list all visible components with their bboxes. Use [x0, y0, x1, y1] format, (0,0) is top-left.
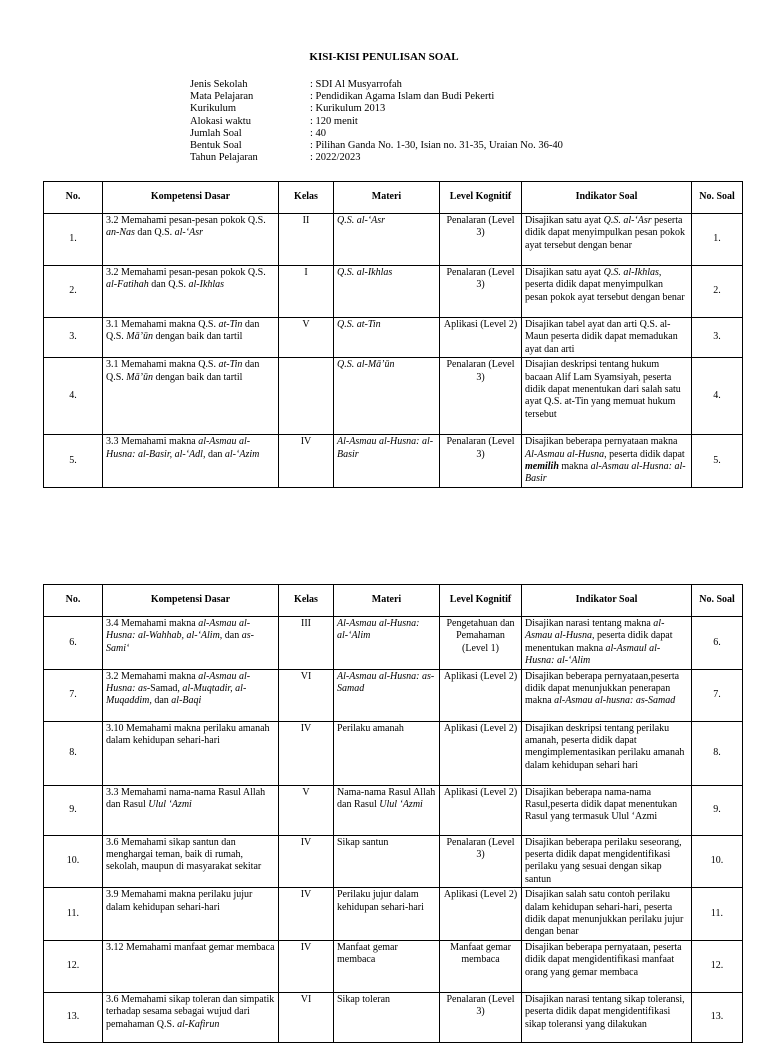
table-row	[44, 721, 743, 785]
page-title: KISI-KISI PENULISAN SOAL	[309, 51, 459, 63]
cell-level-kognitif: Penalaran (Level 3)	[440, 266, 522, 318]
cell-level-kognitif: Aplikasi (Level 2)	[440, 721, 522, 785]
cell-level-kognitif: Aplikasi (Level 2)	[440, 888, 522, 941]
text-run: 3.3 Memahami makna	[106, 436, 199, 448]
cell-indikator-soal	[522, 358, 692, 435]
text-run: Disajikan narasi tentang sikap toleransi, peserta didik dapat mengidentifikasi sikap toleransi yang dilakukan	[525, 993, 685, 1030]
text-run: Q.S. al-Ikhlas	[337, 267, 393, 278]
text-run: 3.6 Memahami sikap toleran dan simpatik terhadap sesama sebagai wujud dari pemahaman Q.S.	[106, 993, 275, 1030]
cell-kelas: III	[279, 617, 334, 670]
text-run: , peserta didik dapat	[604, 448, 685, 460]
text-run: Disajikan narasi tentang makna	[525, 618, 654, 629]
text-run: Mā’ūn	[126, 371, 153, 383]
cell-kelas: IV	[279, 721, 334, 785]
cell-no: 12.	[44, 940, 103, 992]
cell-kelas: IV	[279, 888, 334, 941]
table-row	[44, 835, 743, 888]
cell-indikator-soal	[522, 266, 692, 318]
cell-indikator-soal	[522, 785, 692, 835]
cell-kelas	[279, 358, 334, 435]
cell-level-kognitif: Manfaat gemar membaca	[440, 940, 522, 992]
cell-indikator-soal	[522, 721, 692, 785]
text-run: dan	[222, 630, 242, 642]
text-run: 3.2 Memahami pesan-pesan pokok Q.S.	[106, 267, 266, 278]
text-run: al-‘Azim	[224, 448, 260, 460]
header-no: No.	[44, 585, 103, 617]
table-row	[44, 992, 743, 1042]
cell-kompetensi-dasar	[103, 435, 279, 488]
cell-level-kognitif: Aplikasi (Level 2)	[440, 669, 522, 721]
info-label: Tahun Pelajaran	[190, 152, 258, 164]
info-row	[190, 152, 563, 164]
text-run: al-Ikhlas	[188, 279, 225, 291]
table-row	[44, 669, 743, 721]
info-value: : Pendidikan Agama Islam dan Budi Pekerti	[310, 91, 495, 103]
text-run: as-Sami‘	[106, 630, 254, 654]
text-run: makna	[558, 461, 591, 473]
table-header-row	[44, 585, 743, 617]
cell-kompetensi-dasar	[103, 835, 279, 888]
text-run: Q.S. al-‘Asr	[603, 215, 652, 226]
cell-materi	[334, 617, 440, 670]
info-value: : SDI Al Musyarrofah	[310, 79, 402, 90]
cell-indikator-soal	[522, 318, 692, 358]
cell-kompetensi-dasar	[103, 214, 279, 266]
cell-no-soal: 9.	[692, 785, 743, 835]
header-no: No.	[44, 182, 103, 214]
cell-kelas: IV	[279, 940, 334, 992]
cell-materi	[334, 835, 440, 888]
text-run: Perilaku jujur dalam kehidupan sehari-hari	[337, 889, 424, 913]
cell-materi	[334, 358, 440, 435]
cell-kompetensi-dasar	[103, 992, 279, 1042]
cell-materi	[334, 266, 440, 318]
cell-kelas: V	[279, 785, 334, 835]
cell-kompetensi-dasar	[103, 318, 279, 358]
cell-kompetensi-dasar	[103, 266, 279, 318]
cell-materi	[334, 785, 440, 835]
text-run: 3.3 Memahami nama-nama Rasul Allah dan Rasul	[106, 786, 266, 811]
text-run: Al-Asmau al-Husna	[525, 448, 605, 460]
cell-kompetensi-dasar	[103, 888, 279, 941]
info-value: : Kurikulum 2013	[310, 103, 386, 115]
cell-no-soal: 11.	[692, 888, 743, 941]
text-run: 3.4 Memahami makna	[106, 618, 199, 629]
text-run: memilih	[525, 461, 559, 473]
table-row	[44, 888, 743, 941]
cell-kelas: IV	[279, 835, 334, 888]
text-run: al-Muqtadir, al-Muqaddim,	[106, 683, 247, 707]
text-run: Disajikan deskripsi tentang perilaku amanah, peserta didik dapat mengimplementasikan perilaku amanah dalam kehidupan sehari hari	[525, 722, 685, 771]
cell-no-soal: 2.	[692, 266, 743, 318]
text-run: Perilaku amanah	[337, 722, 404, 734]
header-kompetensi-dasar: Kompetensi Dasar	[103, 585, 279, 617]
cell-no-soal: 13.	[692, 992, 743, 1042]
text-run: al-Asmau al-Husna: al-Basir	[525, 461, 686, 485]
text-run: Disajian deskripsi tentang hukum bacaan Alif Lam Syamsiyah, peserta didik dapat menentukan dari salah satu ayat Q.S. at-Tin yang memuat hukum tersebut	[525, 359, 681, 420]
text-run: Disajikan beberapa perilaku seseorang, peserta didik dapat mengidentifikasi perilaku yang sesuai dengan sikap santun	[525, 836, 682, 885]
text-run: Q.S. al-‘Asr	[337, 215, 386, 226]
table-header-row	[44, 182, 743, 214]
text-run: Sikap toleran	[337, 993, 391, 1005]
info-row	[190, 103, 563, 115]
text-run: al-Fatihah	[106, 279, 149, 291]
text-run: 3.10 Memahami makna perilaku amanah dalam kehidupan sehari-hari	[106, 722, 270, 747]
header-indikator-soal: Indikator Soal	[522, 585, 692, 617]
cell-kompetensi-dasar	[103, 785, 279, 835]
info-row	[190, 91, 563, 103]
header-level-kognitif: Level Kognitif	[440, 585, 522, 617]
cell-level-kognitif: Penalaran (Level 3)	[440, 214, 522, 266]
cell-level-kognitif: Penalaran (Level 3)	[440, 992, 522, 1042]
text-run: al-Asmau al-Husna: al-Wahhab, al-‘Alim,	[106, 618, 251, 642]
table-row	[44, 358, 743, 435]
document-info	[190, 79, 563, 164]
text-run: Q.S. al-Ikhlas	[603, 267, 659, 278]
text-run: dengan baik dan tartil	[152, 371, 243, 383]
text-run: dan	[205, 448, 225, 460]
cell-indikator-soal	[522, 214, 692, 266]
text-run: dan	[151, 695, 172, 707]
text-run: 3.2 Memahami makna	[106, 670, 199, 682]
table-row	[44, 435, 743, 488]
info-label: Jumlah Soal	[190, 127, 242, 139]
cell-kompetensi-dasar	[103, 669, 279, 721]
text-run: Mā’ūn	[126, 331, 153, 343]
cell-indikator-soal	[522, 669, 692, 721]
cell-no: 5.	[44, 435, 103, 488]
cell-no: 1.	[44, 214, 103, 266]
text-run: dan Q.S.	[106, 319, 260, 343]
cell-materi	[334, 318, 440, 358]
cell-materi	[334, 888, 440, 941]
cell-level-kognitif: Pengetahuan dan Pemahaman (Level 1)	[440, 617, 522, 670]
text-run: al-Asmaul al-Husna: al-‘Alim	[525, 642, 661, 667]
table-row	[44, 266, 743, 318]
text-run: Disajikan salah satu contoh perilaku dalam kehidupan sehari-hari, peserta didik dapat menunjukkan perilaku jujur dengan benar	[525, 889, 684, 938]
text-run: Ulul ‘Azmi	[148, 799, 192, 811]
header-kelas: Kelas	[279, 585, 334, 617]
text-run: an-Nas	[106, 227, 135, 239]
text-run: Q.S. al-Mā’ūn	[337, 359, 395, 371]
text-run: al-Baqi	[171, 695, 202, 707]
text-run: al-Kafirun	[177, 1018, 220, 1030]
text-run: al-Asmau al-Husna	[525, 618, 665, 642]
cell-kompetensi-dasar	[103, 940, 279, 992]
table-row	[44, 617, 743, 670]
cell-kelas: II	[279, 214, 334, 266]
info-value: : 120 menit	[310, 115, 358, 127]
info-label: Bentuk Soal	[190, 140, 242, 152]
text-run: , peserta didik dapat menentukan makna	[525, 630, 673, 654]
cell-kelas: VI	[279, 992, 334, 1042]
text-run: , peserta didik dapat menyimpulkan pesan pokok ayat tersebut dengan benar	[525, 267, 685, 303]
text-run: Disajikan beberapa pernyataan makna	[525, 436, 678, 448]
cell-no-soal: 4.	[692, 358, 743, 435]
grid-table-2	[43, 584, 743, 1043]
text-run: 3.12 Memahami manfaat gemar membaca	[106, 941, 275, 953]
table-row	[44, 318, 743, 358]
text-run: Samad,	[150, 683, 183, 695]
header-indikator-soal: Indikator Soal	[522, 182, 692, 214]
cell-no-soal: 5.	[692, 435, 743, 488]
cell-no: 4.	[44, 358, 103, 435]
info-value: : Pilihan Ganda No. 1-30, Isian no. 31-35, Uraian No. 36-40	[310, 140, 563, 152]
cell-no: 7.	[44, 669, 103, 721]
header-no-soal: No. Soal	[692, 182, 743, 214]
cell-no: 10.	[44, 835, 103, 888]
info-row	[190, 116, 563, 128]
text-run: 3.2 Memahami pesan-pesan pokok Q.S.	[106, 215, 266, 226]
cell-level-kognitif: Penalaran (Level 3)	[440, 435, 522, 488]
cell-no: 9.	[44, 785, 103, 835]
text-run: Al-Asmau al-Husna: al-Basir	[337, 436, 434, 460]
text-run: dan Q.S.	[134, 227, 175, 239]
info-label: Mata Pelajaran	[190, 91, 254, 103]
cell-materi	[334, 435, 440, 488]
cell-materi	[334, 992, 440, 1042]
cell-indikator-soal	[522, 617, 692, 670]
info-label: Kurikulum	[190, 103, 237, 115]
cell-indikator-soal	[522, 992, 692, 1042]
cell-no: 6.	[44, 617, 103, 670]
cell-materi	[334, 669, 440, 721]
text-run: 3.6 Memahami sikap santun dan menghargai teman, baik di rumah, sekolah, maupun di masyarakat sekitar	[106, 836, 262, 873]
text-run: Nama-nama Rasul Allah dan Rasul	[337, 786, 436, 811]
text-run: Disajikan beberapa pernyataan,peserta didik dapat menunjukkan penerapan makna	[525, 670, 680, 707]
cell-kelas: I	[279, 266, 334, 318]
cell-kompetensi-dasar	[103, 617, 279, 670]
text-run: 3.1 Memahami makna Q.S.	[106, 319, 219, 330]
text-run: Disajikan satu ayat	[525, 215, 604, 226]
cell-kompetensi-dasar	[103, 721, 279, 785]
cell-level-kognitif: Penalaran (Level 3)	[440, 835, 522, 888]
cell-materi	[334, 721, 440, 785]
info-value: : 40	[310, 127, 327, 139]
text-run: Q.S. at-Tin	[337, 319, 381, 330]
text-run: al-Asmau al-husna: as-Samad	[554, 695, 676, 707]
header-no-soal: No. Soal	[692, 585, 743, 617]
table-row	[44, 940, 743, 992]
info-row	[190, 79, 563, 91]
header-level-kognitif: Level Kognitif	[440, 182, 522, 214]
cell-level-kognitif: Aplikasi (Level 2)	[440, 785, 522, 835]
cell-indikator-soal	[522, 835, 692, 888]
text-run: Al-Asmau al-Husna: al-‘Alim	[337, 618, 420, 642]
cell-no: 11.	[44, 888, 103, 941]
cell-no-soal: 7.	[692, 669, 743, 721]
header-kelas: Kelas	[279, 182, 334, 214]
cell-no-soal: 10.	[692, 835, 743, 888]
text-run: at-Tin	[218, 319, 243, 330]
text-run: Disajikan beberapa pernyataan, peserta didik dapat mengidentifikasi manfaat orang yang gemar membaca	[525, 941, 682, 978]
text-run: Al-Asmau al-Husna: as-Samad	[337, 670, 435, 695]
text-run: 3.9 Memahami makna perilaku jujur dalam kehidupan sehari-hari	[106, 889, 253, 913]
text-run: peserta didik dapat menyimpulkan pesan pokok ayat tersebut dengan benar	[525, 215, 685, 251]
text-run: at-Tin	[218, 359, 243, 371]
text-run: Disajikan tabel ayat dan arti Q.S. al-Maun peserta didik dapat memadukan ayat dan arti	[525, 319, 678, 355]
cell-level-kognitif: Aplikasi (Level 2)	[440, 318, 522, 358]
cell-kelas: V	[279, 318, 334, 358]
text-run: al-Asmau al-Husna: al-Basir, al-‘Adl,	[106, 436, 251, 460]
cell-level-kognitif: Penalaran (Level 3)	[440, 358, 522, 435]
cell-indikator-soal	[522, 435, 692, 488]
cell-no: 3.	[44, 318, 103, 358]
header-materi: Materi	[334, 182, 440, 214]
info-row	[190, 140, 563, 152]
grid-table-1	[43, 181, 743, 488]
cell-no-soal: 1.	[692, 214, 743, 266]
cell-materi	[334, 214, 440, 266]
info-label: Alokasi waktu	[190, 115, 251, 127]
cell-no-soal: 6.	[692, 617, 743, 670]
cell-kompetensi-dasar	[103, 358, 279, 435]
text-run: Disajikan beberapa nama-nama Rasul,peserta didik dapat menentukan Rasul yang termasuk Ulul ‘Azmi	[525, 786, 678, 823]
text-run: al-‘Asr	[174, 227, 203, 239]
info-value: : 2022/2023	[310, 152, 361, 164]
cell-indikator-soal	[522, 940, 692, 992]
text-run: dengan baik dan tartil	[152, 331, 243, 343]
cell-no: 2.	[44, 266, 103, 318]
cell-indikator-soal	[522, 888, 692, 941]
cell-no: 13.	[44, 992, 103, 1042]
cell-no-soal: 12.	[692, 940, 743, 992]
cell-no-soal: 3.	[692, 318, 743, 358]
text-run: dan Q.S.	[148, 279, 189, 291]
cell-materi	[334, 940, 440, 992]
info-label: Jenis Sekolah	[190, 79, 248, 90]
text-run: al-Asmau al-Husna: as-	[106, 670, 251, 695]
table-row	[44, 785, 743, 835]
text-run: Ulul ‘Azmi	[379, 799, 423, 811]
text-run: Disajikan satu ayat	[525, 267, 604, 278]
text-run: Sikap santun	[337, 836, 389, 848]
text-run: 3.1 Memahami makna Q.S.	[106, 359, 219, 371]
text-run: Manfaat gemar membaca	[337, 941, 398, 966]
cell-no-soal: 8.	[692, 721, 743, 785]
text-run: dan Q.S.	[106, 359, 260, 383]
cell-no: 8.	[44, 721, 103, 785]
info-row	[190, 128, 563, 140]
cell-kelas: IV	[279, 435, 334, 488]
table-row	[44, 214, 743, 266]
header-kompetensi-dasar: Kompetensi Dasar	[103, 182, 279, 214]
header-materi: Materi	[334, 585, 440, 617]
cell-kelas: VI	[279, 669, 334, 721]
